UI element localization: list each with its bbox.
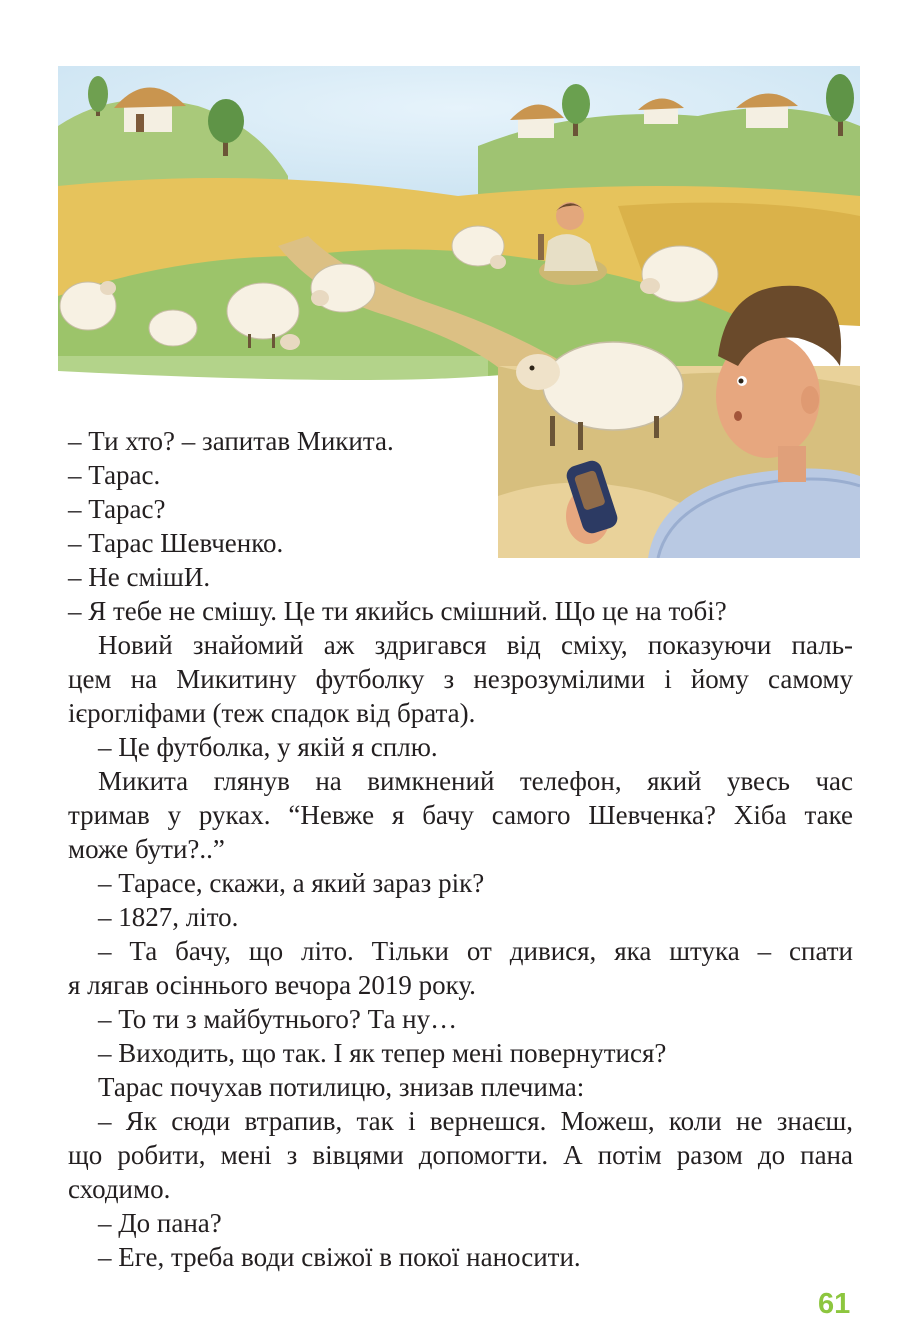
dialogue-line: – Не смішИ. <box>68 562 211 592</box>
sheep-icon <box>311 264 375 312</box>
paragraph-line: тримав у руках. “Невже я бачу самого Шевченка? Хіба таке <box>68 800 853 830</box>
dialogue-line: – То ти з майбутнього? Та ну… <box>98 1004 458 1034</box>
page-number: 61 <box>818 1288 851 1320</box>
dialogue-line: – Ти хто? – запитав Микита. <box>68 426 394 456</box>
sheep-icon <box>149 310 197 346</box>
paragraph-line: Новий знайомий аж здригався від сміху, показуючи паль- <box>98 630 853 660</box>
dialogue-line: сходимо. <box>68 1174 171 1204</box>
illustration-shepherd-scene <box>58 66 860 558</box>
dialogue-line: – Виходить, що так. І як тепер мені повернутися? <box>98 1038 667 1068</box>
meadow-low <box>58 356 488 380</box>
dialogue-line: – 1827, літо. <box>98 902 239 932</box>
paragraph-line: Микита глянув на вимкнений телефон, який увесь час <box>98 766 853 796</box>
dialogue-line: що робити, мені з вівцями допомогти. А потім разом до пана <box>68 1140 853 1170</box>
dialogue-line: – Тарас Шевченко. <box>68 528 284 558</box>
dialogue-line: – Як сюди втрапив, так і вернешся. Можеш, коли не знаєш, <box>98 1106 853 1136</box>
dialogue-line: – Еге, треба води свіжої в покої наносити. <box>98 1242 581 1272</box>
paragraph-line: цем на Микитину футболку з незрозумілими і йому самому <box>68 664 853 694</box>
dialogue-line: – Та бачу, що літо. Тільки от дивися, яка штука – спати <box>98 936 853 966</box>
dialogue-line: – Тарас? <box>68 494 166 524</box>
paragraph-line: Тарас почухав потилицю, знизав плечима: <box>98 1072 585 1102</box>
dialogue-line: – Тарасе, скажи, а який зараз рік? <box>98 868 485 898</box>
paragraph-line: може бути?..” <box>68 834 225 864</box>
dialogue-line: – До пана? <box>98 1208 222 1238</box>
dialogue-line: я лягав осіннього вечора 2019 року. <box>68 970 476 1000</box>
dialogue-line: – Я тебе не смішу. Це ти якийсь смішний. Що це на тобі? <box>68 596 727 626</box>
paragraph-line: ієрогліфами (теж спадок від брата). <box>68 698 476 728</box>
dialogue-line: – Тарас. <box>68 460 161 490</box>
sheep-icon <box>60 281 116 330</box>
dialogue-line: – Це футболка, у якій я сплю. <box>98 732 438 762</box>
